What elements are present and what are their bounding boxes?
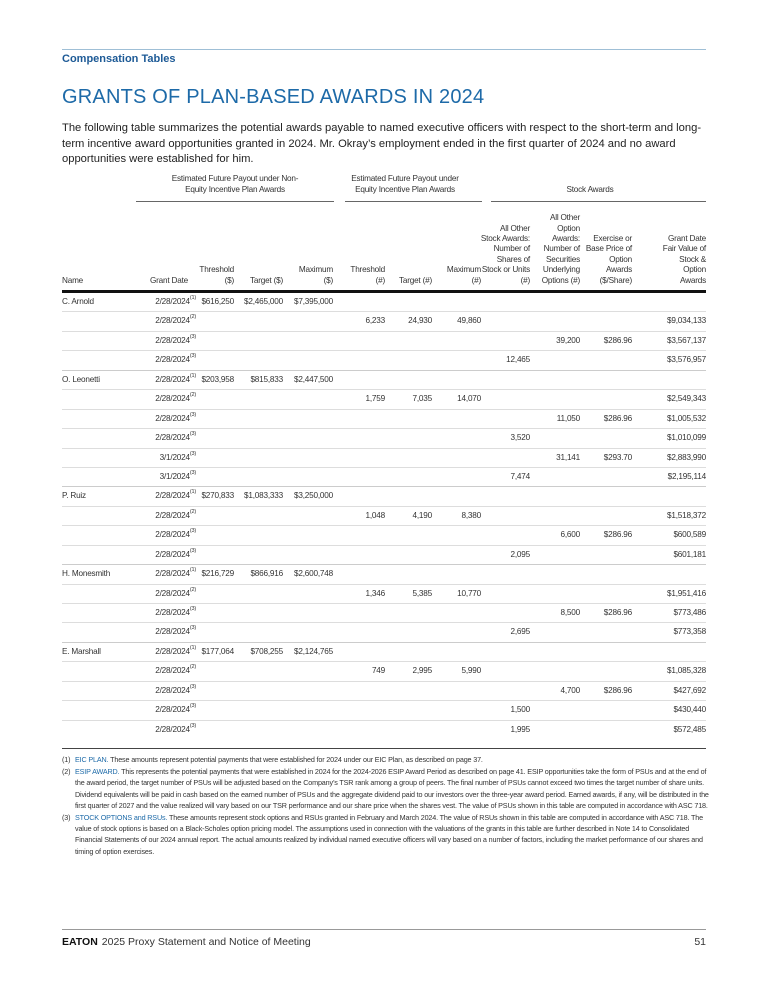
grant-date [155, 394, 196, 403]
table-cell: 12,465 [506, 355, 530, 365]
table-cell: 1,048 [365, 510, 385, 520]
table-cell: $708,255 [250, 646, 283, 656]
table-row [62, 623, 706, 642]
grant-date-text: 2/28/2024 [155, 530, 190, 540]
table-cell: $572,485 [673, 724, 706, 734]
table-cell: 1,500 [510, 705, 530, 715]
footnote-number: (2) [62, 767, 71, 777]
group-header-non-equity: Estimated Future Payout under Non-Equity Incentive Plan Awards [171, 174, 299, 194]
grant-date-text: 2/28/2024 [155, 569, 190, 579]
column-header: Threshold ($) [199, 265, 234, 285]
group-header-equity: Estimated Future Payout under Equity Incentive Plan Awards [351, 174, 459, 194]
awards-table [62, 293, 706, 740]
column-header: All Other Option Awards: Number of Securities Underlying Options (#) [541, 213, 580, 285]
table-cell: 39,200 [556, 335, 580, 345]
table-cell: $3,250,000 [294, 491, 333, 501]
grant-date [155, 586, 196, 598]
footnote-ref: (3) [189, 431, 196, 438]
footnote-ref: (1) [189, 567, 196, 574]
table-cell: 5,990 [461, 666, 481, 676]
footnote-ref: (1) [189, 489, 196, 496]
grant-date-text: 2/28/2024 [155, 335, 190, 345]
grant-date [155, 508, 196, 520]
footer-text: 2025 Proxy Statement and Notice of Meeting [101, 936, 311, 948]
table-row [62, 390, 706, 409]
exec-name: P. Ruiz [62, 491, 86, 501]
grant-date [155, 547, 196, 559]
table-cell: 7,035 [412, 394, 432, 404]
footnote-ref: (3) [189, 703, 196, 710]
grant-date-text: 2/28/2024 [155, 510, 190, 520]
grant-date-text: 2/28/2024 [155, 491, 190, 501]
table-cell: $3,576,957 [667, 355, 706, 365]
table-cell: $1,085,328 [667, 666, 706, 676]
table-row [62, 449, 706, 468]
footnote-ref: (3) [189, 547, 196, 554]
table-cell: $2,124,765 [294, 646, 333, 656]
column-header: Threshold (#) [350, 265, 385, 285]
table-cell: $601,181 [673, 549, 706, 559]
table-cell: 749 [371, 666, 385, 676]
footer-rule [62, 929, 706, 930]
table-cell: 3,520 [510, 433, 530, 443]
footnote-ref: (3) [189, 683, 196, 690]
table-cell: 4,700 [560, 685, 580, 695]
grant-date [155, 530, 196, 539]
brand-logo: EATON [62, 936, 98, 948]
grant-date [155, 372, 196, 384]
table-cell: 1,995 [510, 724, 530, 734]
table-cell: 11,050 [556, 413, 580, 423]
grant-date [155, 297, 196, 306]
grant-date [155, 411, 196, 423]
exec-name: C. Arnold [62, 297, 94, 306]
table-row [62, 643, 706, 662]
footnote-label: STOCK OPTIONS and RSUs. [75, 813, 168, 823]
table-cell: $1,005,532 [667, 413, 706, 423]
table-cell: $2,447,500 [294, 374, 333, 384]
table-cell: 8,380 [461, 510, 481, 520]
group-header-stock: Stock Awards [566, 185, 614, 194]
group-rule [491, 201, 706, 202]
grant-date [155, 433, 196, 442]
table-cell: $7,395,000 [294, 297, 333, 306]
page-number: 51 [694, 936, 706, 948]
footnote-text: These amounts represent stock options and RSUs granted in February and March 2024. The value of RSUs shown in this table are computed in accordance with ASC 718. The value of stock options is based on a Black-Scholes option pricing model. The assumptions used in connection with the valuations of the grants in this table are further described in Note 14 to Consolidated Financial Statements of our 2024 annual report. The actual amounts realized by individual named executive officers will vary based on a number of factors, including the market performance of our shares and timing of option exercises. [75, 813, 703, 856]
table-cell: $773,358 [673, 627, 706, 637]
grant-date-text: 2/28/2024 [155, 413, 190, 423]
grant-date [159, 469, 196, 481]
table-cell: 7,474 [510, 471, 530, 481]
grant-date-text: 2/28/2024 [155, 705, 190, 715]
table-cell: $3,567,137 [667, 335, 706, 345]
grant-date [159, 450, 196, 462]
section-label: Compensation Tables [62, 53, 176, 65]
table-row [62, 332, 706, 351]
table-cell: $216,729 [201, 569, 234, 579]
footnote-ref: (3) [189, 528, 196, 535]
table-cell: 2,095 [510, 549, 530, 559]
column-header: Target ($) [249, 275, 283, 285]
grant-date-text: 2/28/2024 [155, 374, 190, 384]
table-cell: $1,951,416 [667, 588, 706, 598]
footnote-ref: (1) [189, 644, 196, 651]
footnote-ref: (3) [189, 411, 196, 418]
column-header: Maximum (#) [446, 265, 481, 285]
grant-date-text: 3/1/2024 [159, 452, 190, 462]
footnote-ref: (2) [189, 586, 196, 593]
grant-date [155, 683, 196, 695]
footnote-ref: (3) [189, 625, 196, 632]
grant-date [155, 608, 196, 617]
table-cell: $1,518,372 [667, 510, 706, 520]
grant-date [155, 316, 196, 325]
table-cell: 6,233 [365, 316, 385, 326]
footnote-ref: (3) [189, 333, 196, 340]
exec-name: O. Leonetti [62, 374, 100, 384]
column-header: All Other Stock Awards: Number of Shares of Stock or Units (#) [480, 223, 530, 285]
table-cell: $286.96 [603, 608, 632, 617]
grant-date-text: 2/28/2024 [155, 724, 190, 734]
table-row [62, 410, 706, 429]
table-cell: $815,833 [250, 374, 283, 384]
table-row [62, 429, 706, 448]
table-cell: 2,695 [510, 627, 530, 637]
table-row [62, 721, 706, 740]
grant-date-text: 2/28/2024 [155, 433, 190, 443]
table-cell: 49,860 [457, 316, 481, 326]
grant-date [155, 491, 196, 500]
column-header: Target (#) [398, 275, 432, 285]
footer [62, 936, 311, 948]
table-row [62, 682, 706, 701]
grant-date-text: 2/28/2024 [155, 646, 190, 656]
footnote-ref: (2) [189, 508, 196, 515]
grant-date-text: 2/28/2024 [155, 627, 190, 637]
table-cell: $616,250 [201, 297, 234, 306]
grant-date-text: 2/28/2024 [155, 608, 190, 617]
exec-name: H. Monesmith [62, 569, 111, 579]
page-title: GRANTS OF PLAN-BASED AWARDS IN 2024 [62, 86, 485, 108]
column-header: Grant Date [149, 275, 188, 285]
footnote-ref: (3) [189, 722, 196, 729]
footnote [62, 754, 712, 765]
table-cell: $203,958 [201, 374, 234, 384]
table-cell: 2,995 [412, 666, 432, 676]
table-cell: $9,034,133 [667, 316, 706, 326]
group-rule [136, 201, 334, 202]
column-header: Grant Date Fair Value of Stock & Option Awards [662, 233, 706, 285]
grant-date-text: 2/28/2024 [155, 316, 190, 326]
table-cell: $286.96 [603, 530, 632, 540]
footnote-number: (1) [62, 755, 71, 764]
footnote-ref: (1) [189, 372, 196, 379]
grant-date-text: 2/28/2024 [155, 297, 190, 306]
grant-date [155, 722, 196, 734]
table-cell: 1,759 [365, 394, 385, 404]
grant-date-text: 2/28/2024 [155, 394, 190, 404]
table-cell: 4,190 [412, 510, 432, 520]
grant-date-text: 2/28/2024 [155, 588, 190, 598]
grant-date [155, 644, 196, 656]
footnote-ref: (2) [189, 314, 196, 321]
table-row [62, 487, 706, 506]
table-cell: 6,600 [560, 530, 580, 540]
table-row [62, 351, 706, 370]
table-row [62, 565, 706, 584]
table-cell: $293.70 [603, 452, 632, 462]
table-cell: $270,833 [201, 491, 234, 501]
table-cell: $773,486 [673, 608, 706, 617]
footnote [62, 812, 712, 857]
footnotes [62, 754, 712, 858]
table-row [62, 546, 706, 565]
table-row [62, 371, 706, 390]
footnote-ref: (3) [189, 469, 196, 476]
footnote-ref: (3) [189, 353, 196, 360]
column-header: Maximum ($) [298, 265, 333, 285]
grant-date-text: 2/28/2024 [155, 666, 190, 676]
table-cell: 14,070 [457, 394, 481, 404]
table-cell: $2,883,990 [667, 452, 706, 462]
table-row [62, 604, 706, 623]
footnote-ref: (3) [189, 450, 196, 457]
table-cell: 5,385 [412, 588, 432, 598]
table-cell: $430,440 [673, 705, 706, 715]
table-end-rule [62, 748, 706, 749]
table-cell: 10,770 [457, 588, 481, 598]
table-cell: $2,549,343 [667, 394, 706, 404]
grant-date [155, 666, 196, 675]
table-cell: $600,589 [673, 530, 706, 540]
table-cell: 24,930 [408, 316, 432, 326]
grant-date [155, 333, 196, 345]
table-cell: 8,500 [560, 608, 580, 617]
table-cell: $286.96 [603, 413, 632, 423]
footnote-number: (3) [62, 813, 71, 823]
grant-date [155, 705, 196, 714]
intro-paragraph: The following table summarizes the potential awards payable to named executive officers with respect to the short-term and long-term incentive award opportunities granted in 2024. Mr. Okray’s employment ended in the first quarter of 2024 and no award opportunities were established for him. [62, 122, 702, 165]
footnote-ref: (3) [189, 606, 196, 612]
footnote-text: This represents the potential payments that were established in 2024 for the 2024-2026 ESIP Award Period as described on page 41. ESIP opportunities take the form of PSUs and at the end of the award period, the target number of PSUs will be adjusted based on the Company’s TSR rank among a group of peers. The final number of PSUs cannot exceed two times the target number of share units. Dividend equivalents will be paid in cash based on the earned number of PSUs and the aggregate dividend paid to our investors over the three-year award period. Earned awards, if any, will be distributed in the first quarter of 2027 and the value realized will vary based on our TSR performance and our share price when the shares vest. The value of PSUs shown in this table are computed in accordance with ASC 718. [75, 767, 709, 810]
table-cell: 31,141 [556, 452, 580, 462]
table-cell: $2,465,000 [244, 297, 283, 306]
table-cell: 1,346 [365, 588, 385, 598]
grant-date [155, 569, 196, 578]
grant-date-text: 2/28/2024 [155, 355, 190, 365]
table-cell: $177,064 [201, 646, 234, 656]
footnote-ref: (1) [189, 295, 196, 301]
grant-date-text: 2/28/2024 [155, 549, 190, 559]
footnote-ref: (2) [189, 664, 196, 671]
table-cell: $286.96 [603, 335, 632, 345]
table-cell: $427,692 [673, 685, 706, 695]
footnote-label: EIC PLAN. [75, 755, 109, 764]
table-row [62, 662, 706, 681]
grant-date [155, 355, 196, 364]
table-row [62, 468, 706, 487]
table-cell: $1,083,333 [244, 491, 283, 501]
exec-name: E. Marshall [62, 646, 101, 656]
table-row [62, 507, 706, 526]
table-cell: $866,916 [250, 569, 283, 579]
footnote-ref: (2) [189, 392, 196, 399]
table-cell: $1,010,099 [667, 433, 706, 443]
column-header: Name [62, 275, 84, 285]
top-rule [62, 49, 706, 50]
table-row [62, 526, 706, 545]
table-row [62, 293, 706, 312]
table-cell: $2,600,748 [294, 569, 333, 579]
table-row [62, 701, 706, 720]
column-header: Exercise or Base Price of Option Awards ($/Share) [585, 233, 632, 285]
table-cell: $2,195,114 [667, 471, 706, 481]
grant-date [155, 627, 196, 636]
table-row [62, 312, 706, 331]
footnote-label: ESIP AWARD. [75, 767, 120, 777]
table-row [62, 585, 706, 604]
grant-date-text: 3/1/2024 [159, 471, 190, 481]
footnote [62, 766, 712, 811]
grant-date-text: 2/28/2024 [155, 685, 190, 695]
footnote-text: These amounts represent potential payments that were established for 2024 under our EIC Plan, as described on page 37. [108, 755, 483, 764]
table-cell: $286.96 [603, 685, 632, 695]
group-rule [345, 201, 482, 202]
